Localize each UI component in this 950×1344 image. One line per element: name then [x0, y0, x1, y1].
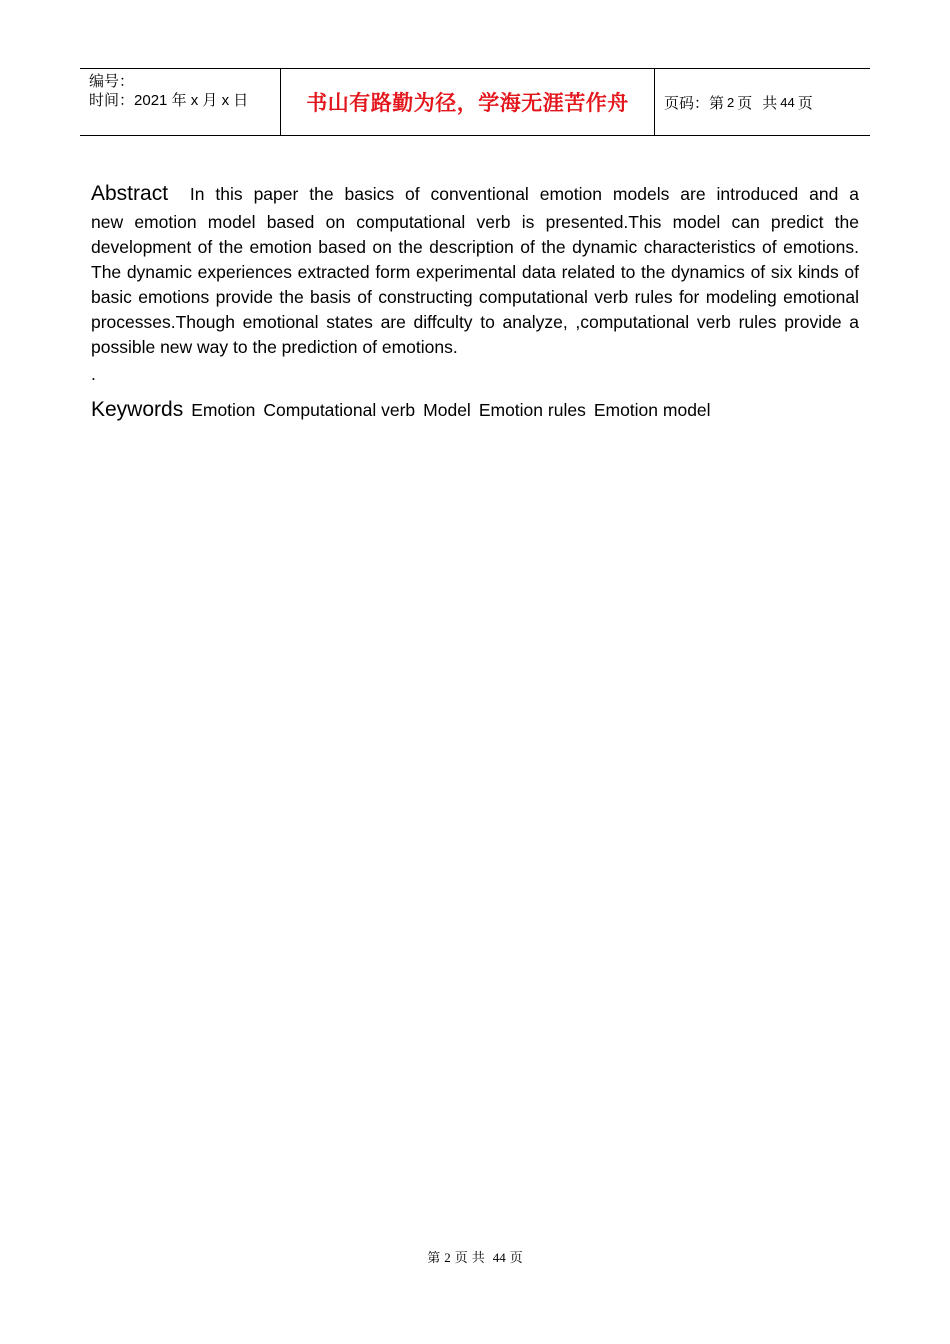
footer-current: 2	[444, 1250, 451, 1265]
page-total: 44	[780, 94, 795, 110]
page-total-label: 共	[762, 94, 778, 112]
header-page-cell	[655, 69, 870, 135]
date-day-unit: 日	[233, 92, 249, 109]
date-label: 时间：	[89, 92, 135, 109]
abstract-first-line	[91, 178, 859, 210]
footer-total-unit: 页	[509, 1250, 523, 1265]
date-line	[89, 91, 280, 110]
page-total-unit: 页	[797, 94, 813, 112]
date-year: 2021	[134, 92, 168, 109]
keyword-item: Model	[423, 400, 471, 420]
date-year-unit: 年	[171, 92, 187, 109]
page-label: 页码：第	[664, 94, 725, 112]
document-body	[91, 178, 859, 423]
footer-total-label: 共	[471, 1250, 485, 1265]
footer-prefix: 第	[427, 1250, 441, 1265]
abstract-label: Abstract	[91, 182, 169, 205]
header-motto-cell	[281, 69, 655, 135]
keywords-paragraph	[91, 397, 859, 423]
keyword-item: Emotion model	[593, 400, 711, 420]
abstract-first-line-text: In this paper the basics of conventional emotion models are introduced and a	[189, 184, 859, 204]
serial-number-label: 编号：	[89, 73, 135, 90]
page-current: 2	[727, 94, 735, 110]
footer-unit: 页	[454, 1250, 468, 1265]
abstract-body: new emotion model based on computational verb is presented.This model can predict the development of the emotion based on the description of the dynamic characteristics of emotions. The dynamic experiences extracted form experimental data related to the dynamics of six kinds of basic emotions provide the basis of constructing computational verb rules for modeling emotional processes.Though emotional states are diffculty to analyze, ,computational verb rules provide a possible new way to the prediction of emotions.	[91, 212, 859, 357]
date-day: x	[221, 92, 230, 109]
abstract-paragraph	[91, 178, 859, 360]
date-month: x	[190, 92, 199, 109]
motto-text: 书山有路勤为径，学海无涯苦作舟	[306, 91, 629, 115]
document-header	[80, 68, 870, 136]
page-unit: 页	[737, 94, 753, 112]
keyword-item: Computational verb	[263, 400, 416, 420]
page-footer	[0, 1247, 950, 1266]
keywords-label: Keywords	[91, 398, 184, 421]
header-meta-cell	[80, 69, 281, 135]
footer-total: 44	[492, 1250, 506, 1265]
keyword-item: Emotion	[191, 400, 256, 420]
date-month-unit: 月	[202, 92, 218, 109]
keyword-item: Emotion rules	[478, 400, 586, 420]
abstract-trailing-dot: .	[91, 364, 96, 384]
